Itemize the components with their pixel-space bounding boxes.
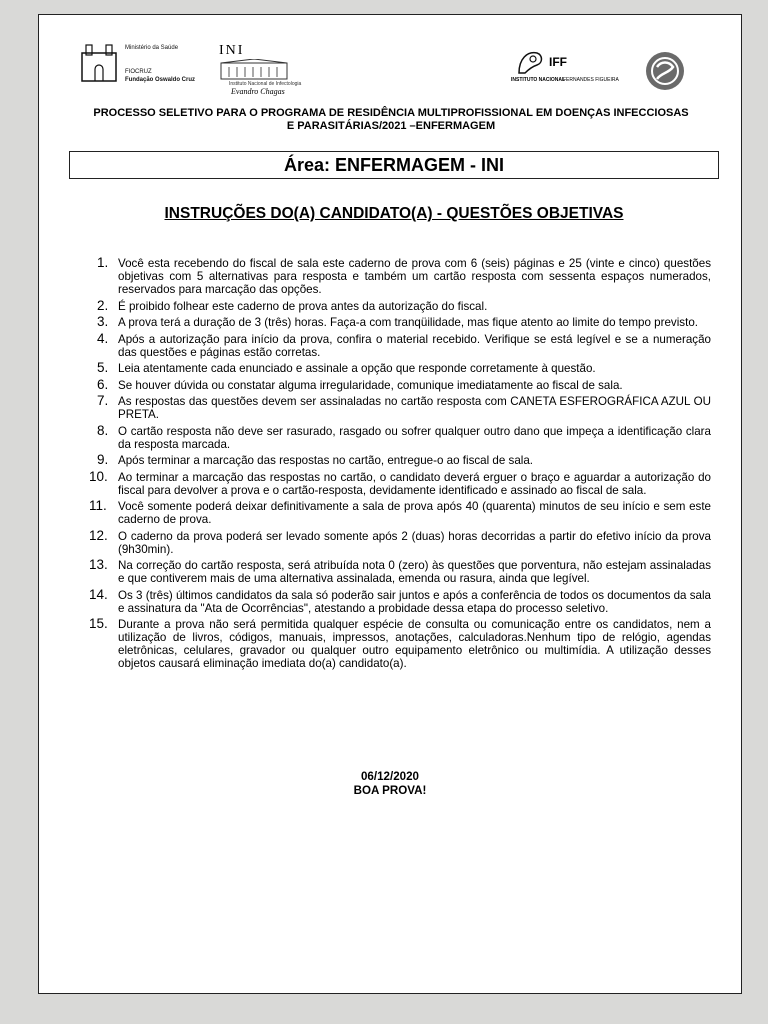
instruction-item: [89, 330, 711, 359]
logo-strip: [39, 15, 741, 105]
ini-name: INI: [219, 43, 245, 58]
instruction-text: Você esta recebendo do fiscal de sala este caderno de prova com 6 (seis) páginas e 25 (vinte e cinco) questões objetivas com 5 alternativas para resposta e também um cartão resposta com sessenta espaços numerados, reservados para marcação das opções.: [118, 257, 711, 296]
ini-subtitle-2: Evandro Chagas: [231, 87, 285, 96]
instruction-number: 10.: [89, 468, 108, 484]
headline-line-2: E PARASITÁRIAS/2021 –ENFERMAGEM: [286, 120, 496, 132]
instruction-number: 13.: [89, 557, 108, 572]
instruction-number: 3.: [97, 314, 109, 329]
instruction-number: 8.: [97, 422, 109, 438]
instruction-number: 12.: [89, 527, 108, 543]
instruction-item: [89, 257, 711, 296]
instruction-item: [89, 468, 711, 497]
footer: [39, 770, 741, 798]
iff-logo: [511, 49, 631, 89]
instruction-number: 6.: [97, 376, 109, 392]
ini-subtitle: Instituto Nacional de Infectologia: [229, 81, 302, 87]
iff-name: IFF: [549, 55, 567, 69]
instructions-list: [89, 257, 711, 674]
exam-page: [38, 14, 742, 994]
instruction-text: Na correção do cartão resposta, será atribuída nota 0 (zero) às questões que porventura, não estejam assinaladas e que contiverem mais de uma alternativa assinalada, emenda ou rasura, ainda que legível.: [118, 559, 711, 585]
instruction-item: [89, 586, 711, 615]
instruction-item: [89, 500, 711, 526]
exam-headline: [71, 107, 711, 133]
instruction-item: [89, 316, 711, 329]
ini-logo: [219, 43, 319, 101]
exam-date: 06/12/2020: [360, 770, 420, 783]
instruction-number: 11.: [89, 498, 107, 513]
instruction-number: 9.: [97, 452, 109, 467]
instruction-number: 4.: [97, 330, 109, 346]
instruction-text: Você somente poderá deixar definitivamente a sala de prova após 40 (quarenta) minutos de seu início e sem este caderno de prova.: [118, 500, 711, 526]
instruction-item: [89, 422, 711, 451]
fiocruz-label: FIOCRUZ: [125, 69, 152, 75]
instruction-item: [89, 362, 711, 375]
instruction-number: 2.: [97, 297, 109, 313]
iff-subtitle: INSTITUTO NACIONAL: [511, 77, 566, 83]
instruction-text: É proibido folhear este caderno de prova antes da autorização do fiscal.: [118, 299, 488, 313]
instruction-number: 15.: [89, 616, 108, 631]
fundacao-label: Fundação Oswaldo Cruz: [125, 77, 196, 83]
instruction-text: Após terminar a marcação das respostas no cartão, entregue-o ao fiscal de sala.: [118, 454, 534, 467]
instruction-item: [89, 618, 711, 670]
instruction-item: [89, 527, 711, 556]
ministry-label: Ministério da Saúde: [125, 45, 179, 51]
instruction-item: [89, 454, 711, 467]
instruction-text: O cartão resposta não deve ser rasurado, rasgado ou sofrer qualquer outro dano que impeça a identificação clara da resposta marcada.: [118, 424, 711, 451]
area-title: Área: ENFERMAGEM - INI: [69, 151, 719, 179]
instruction-number: 14.: [89, 586, 108, 602]
instruction-text: As respostas das questões devem ser assinaladas no cartão resposta com CANETA ESFEROGRÁFICA AZUL OU PRETA.: [118, 395, 711, 421]
instruction-text: Leia atentamente cada enunciado e assinale a opção que responde corretamente à questão.: [118, 362, 596, 375]
instruction-text: O caderno da prova poderá ser levado somente após 2 (duas) horas decorridas a partir do efetivo início da prova (9h30min).: [118, 529, 711, 556]
fiocruz-logo: [79, 43, 239, 99]
iff-subtitle-2: FERNANDES FIGUEIRA: [563, 77, 619, 83]
instruction-text: Após a autorização para início da prova, confira o material recebido. Verifique se está legível e se a numeração das questões e páginas estão corretas.: [118, 332, 711, 359]
headline-line-1: PROCESSO SELETIVO PARA O PROGRAMA DE RESIDÊNCIA MULTIPROFISSIONAL EM DOENÇAS INFECCIOSAS: [93, 107, 689, 119]
instruction-item: [89, 297, 711, 313]
closing-message: BOA PROVA!: [353, 784, 427, 797]
building-icon: [219, 59, 289, 81]
seal-icon: [645, 51, 685, 91]
mother-child-icon: [515, 49, 545, 75]
instruction-text: Ao terminar a marcação das respostas no cartão, o candidato deverá erguer o braço e aguardar a autorização do fiscal para devolver a prova e o cartão-resposta, devidamente identificado e assinado ao fiscal de sala.: [118, 470, 711, 497]
instruction-number: 7.: [97, 393, 109, 408]
instruction-text: Durante a prova não será permitida qualquer espécie de consulta ou comunicação entre os candidatos, nem a utilização de livros, códigos, manuais, impressos, anotações, calculadoras.Nenhum tipo de relógio, agendas eletrônicas, celulares, gravador ou qualquer outro equipamento eletrônico ou multimídia. A utilização desses objetos causará eliminação imediata do(a) candidato(a).: [118, 618, 711, 670]
residency-seal-logo: [645, 51, 685, 91]
instruction-item: [89, 376, 711, 392]
instruction-text: Os 3 (três) últimos candidatos da sala só poderão sair juntos e após a conferência de todos os documentos da sala e assinatura da "Ata de Ocorrências", atestando a probidade dessa etapa do processo seletivo.: [118, 588, 711, 615]
instruction-number: 5.: [97, 360, 109, 375]
instruction-item: [89, 559, 711, 585]
instruction-number: 1.: [97, 255, 109, 270]
castle-icon: [79, 43, 119, 83]
instruction-text: Se houver dúvida ou constatar alguma irregularidade, comunique imediatamente ao fiscal de sala.: [118, 378, 623, 392]
instructions-title: INSTRUÇÕES DO(A) CANDIDATO(A) - QUESTÕES OBJETIVAS: [164, 205, 624, 222]
instruction-item: [89, 395, 711, 421]
instruction-text: A prova terá a duração de 3 (três) horas. Faça-a com tranqüilidade, mas fique atento ao limite do tempo previsto.: [118, 316, 698, 329]
